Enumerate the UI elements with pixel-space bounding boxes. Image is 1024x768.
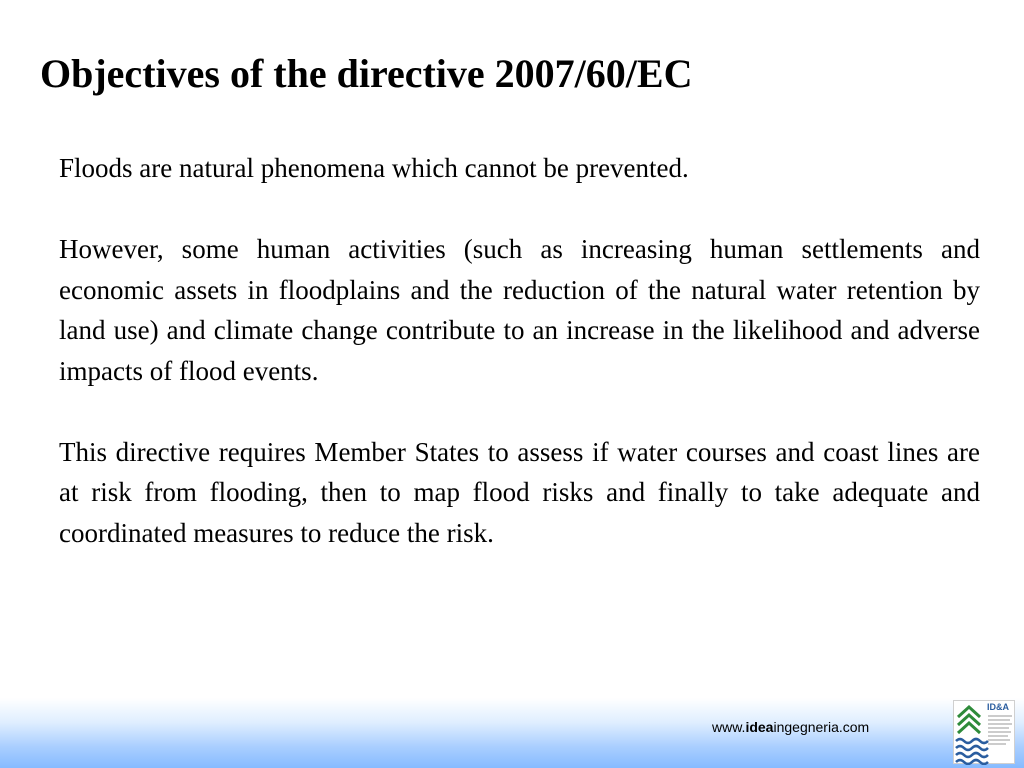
paragraph-floods: Floods are natural phenomena which cannot be prevented.: [59, 153, 689, 183]
paragraph-human-activities: However, some human activities (such as increasing human settlements and economic assets in floodplains and the reduction of the natural water retention by land use) and climate change contribute to an increase in the likelihood and adverse impacts of flood events.: [59, 234, 980, 386]
website-suffix: ingegneria.com: [773, 719, 870, 735]
slide-title: Objectives of the directive 2007/60/EC: [40, 51, 693, 96]
logo-text: ID&A: [987, 702, 1009, 712]
paragraph-directive-requirements: This directive requires Member States to assess if water courses and coast lines are at risk from flooding, then to map flood risks and finally to take adequate and coordinated measures to reduce the risk.: [59, 436, 980, 548]
footer-bar: [0, 698, 1024, 768]
company-logo: [953, 700, 1015, 764]
slide-body: [59, 148, 980, 594]
website-link[interactable]: [712, 719, 869, 735]
website-prefix: www.: [712, 719, 746, 735]
website-bold: idea: [745, 719, 774, 735]
